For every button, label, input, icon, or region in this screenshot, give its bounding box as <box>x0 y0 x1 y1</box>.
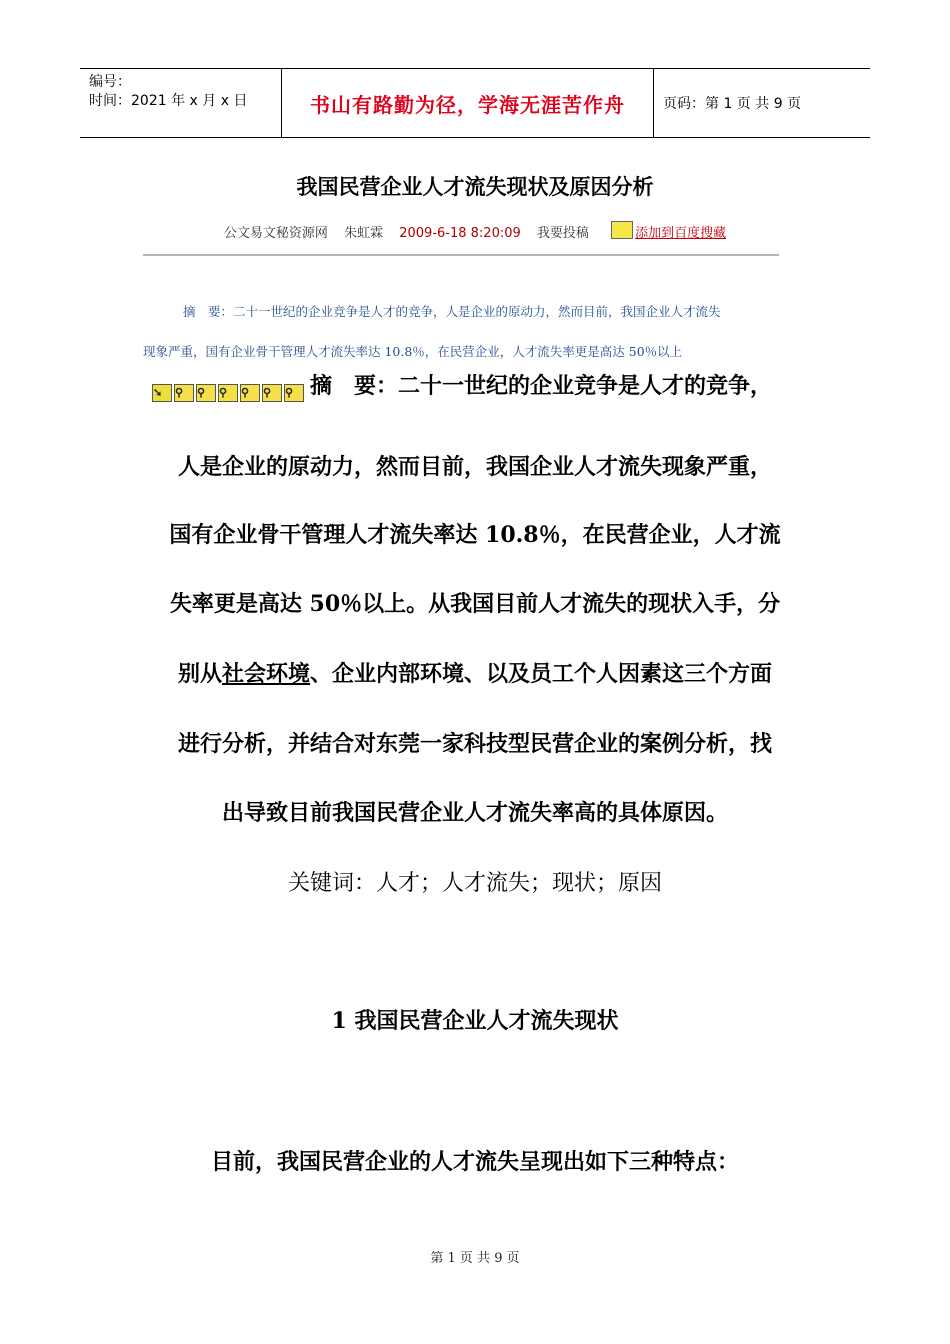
abstract-line-7: 出导致目前我国民营企业人才流失率高的具体原因。 <box>221 800 728 826</box>
section-heading: 1 我国民营企业人才流失现状 <box>331 1008 619 1034</box>
summary-line-1: 摘 要：二十一世纪的企业竞争是人才的竞争，人是企业的原动力，然而目前，我国企业人才流失 <box>183 304 721 319</box>
paper-icon: ⚲ <box>218 384 238 402</box>
icon-strip <box>152 376 306 402</box>
abstract-line-6: 进行分析，并结合对东莞一家科技型民营企业的案例分析，找 <box>177 731 772 757</box>
paper-icon: ➘ <box>152 384 172 402</box>
abstract-text-1: 摘 要：二十一世纪的企业竞争是人才的竞争， <box>310 373 773 399</box>
meta-source[interactable]: 公文易文秘资源网 <box>223 226 328 241</box>
document-date: 时间：2021 年 x 月 x 日 <box>89 93 248 109</box>
summary-line-2: 现象严重，国有企业骨干管理人才流失率达 10.8％，在民营企业，人才流失率更是高达 50％以上 <box>143 344 683 359</box>
meta-submit-link[interactable]: 我要投稿 <box>536 226 589 241</box>
title-divider <box>143 254 779 256</box>
abstract-line-3: 国有企业骨干管理人才流失率达 10.8％，在民营企业，人才流 <box>169 522 781 548</box>
bookmark-link-wrapper[interactable] <box>605 226 726 241</box>
document-header <box>80 68 870 138</box>
paper-icon: ⚲ <box>196 384 216 402</box>
paper-icon: ⚲ <box>262 384 282 402</box>
article-title: 我国民营企业人才流失现状及原因分析 <box>296 174 654 199</box>
article-meta <box>0 221 950 241</box>
abstract-text-5b: 、企业内部环境、以及员工个人因素这三个方面 <box>310 661 773 687</box>
header-page-number: 页码：第 1 页 共 9 页 <box>663 96 802 112</box>
social-environment-link[interactable]: 社会环境 <box>221 661 310 687</box>
paper-icon: ⚲ <box>174 384 194 402</box>
baidu-bookmark-icon <box>611 221 633 239</box>
summary-block <box>143 292 793 372</box>
header-info-cell <box>80 69 282 137</box>
paper-icon: ⚲ <box>284 384 304 402</box>
abstract-line-2: 人是企业的原动力，然而目前，我国企业人才流失现象严重， <box>177 454 772 480</box>
document-number: 编号： <box>89 74 131 90</box>
page-footer: 第 1 页 共 9 页 <box>430 1251 520 1266</box>
abstract-line-5 <box>0 657 950 688</box>
abstract-line-1 <box>152 369 852 402</box>
abstract-text-5a: 别从 <box>177 661 222 687</box>
meta-date: 2009-6-18 8:20:09 <box>399 226 521 241</box>
meta-author: 朱虹霖 <box>344 226 384 241</box>
keywords: 关键词：人才；人才流失；现状；原因 <box>287 871 662 896</box>
add-baidu-bookmark-link[interactable]: 添加到百度搜藏 <box>635 226 727 241</box>
paper-icon: ⚲ <box>240 384 260 402</box>
abstract-line-4: 失率更是高达 50％以上。从我国目前人才流失的现状入手，分 <box>169 591 781 617</box>
header-motto: 书山有路勤为径，学海无涯苦作舟 <box>282 69 654 137</box>
section-paragraph: 目前，我国民营企业的人才流失呈现出如下三种特点： <box>210 1149 739 1175</box>
